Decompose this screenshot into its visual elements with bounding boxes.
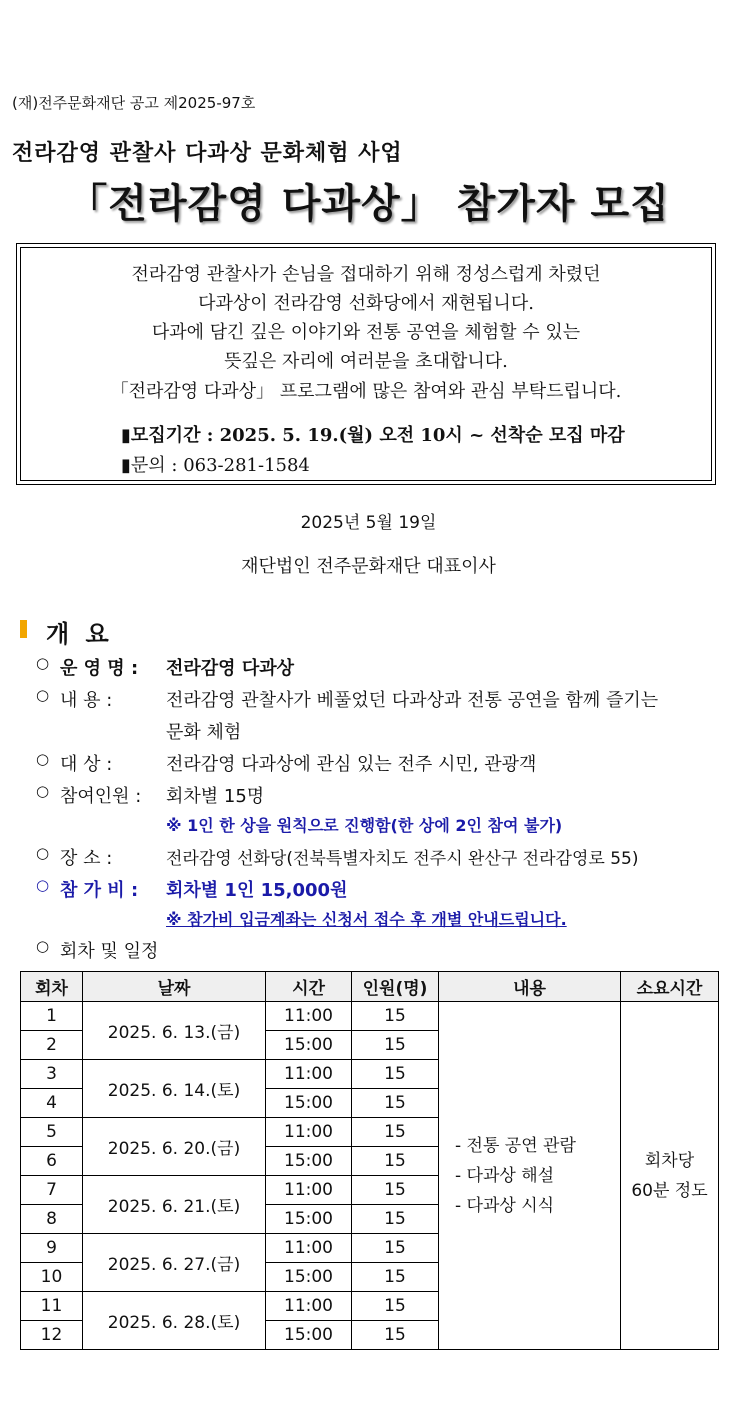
cell-count: 15 xyxy=(352,1263,439,1292)
intro-line: 다과상이 전라감영 선화당에서 재현됩니다. xyxy=(198,293,534,314)
cell-count: 15 xyxy=(352,1234,439,1263)
schedule-table xyxy=(20,971,719,1350)
section-title-overview: 개 요 xyxy=(46,620,113,648)
cell-session: 9 xyxy=(21,1234,83,1263)
contact-info: ▮문의 : 063-281-1584 xyxy=(121,455,310,476)
cell-date: 2025. 6. 20.(금) xyxy=(83,1118,266,1176)
cell-count: 15 xyxy=(352,1089,439,1118)
page-title: 「전라감영 다과상」 참가자 모집 xyxy=(67,181,670,227)
item-value: 회차별 1인 15,000원 xyxy=(166,880,348,901)
item-label: 회차 및 일정 xyxy=(60,941,159,962)
cell-time: 15:00 xyxy=(266,1263,352,1292)
cell-count: 15 xyxy=(352,1292,439,1321)
item-value: 전라감영 다과상 xyxy=(166,658,294,679)
header-count: 인원(명) xyxy=(352,972,439,1002)
bullet-icon: ○ xyxy=(36,654,50,672)
announcement-date: 2025년 5월 19일 xyxy=(300,513,437,533)
cell-count: 15 xyxy=(352,1060,439,1089)
cell-count: 15 xyxy=(352,1176,439,1205)
header-session: 회차 xyxy=(21,972,83,1002)
cell-date: 2025. 6. 21.(토) xyxy=(83,1176,266,1234)
table-header-row xyxy=(21,972,719,1002)
bullet-icon: ○ xyxy=(36,686,50,704)
header-duration: 소요시간 xyxy=(621,972,719,1002)
cell-session: 1 xyxy=(21,1002,83,1031)
item-label: 내 용 : xyxy=(60,690,113,711)
cell-time: 11:00 xyxy=(266,1292,352,1321)
notice-number: (재)전주문화재단 공고 제2025-97호 xyxy=(12,94,256,112)
intro-line: 「전라감영 다과상」 프로그램에 많은 참여와 관심 부탁드립니다. xyxy=(110,381,622,402)
cell-time: 11:00 xyxy=(266,1234,352,1263)
header-content: 내용 xyxy=(439,972,621,1002)
header-date: 날짜 xyxy=(83,972,266,1002)
signature: 재단법인 전주문화재단 대표이사 xyxy=(241,556,496,577)
item-value: 전라감영 다과상에 관심 있는 전주 시민, 관광객 xyxy=(166,754,537,775)
item-label: 운 영 명 : xyxy=(60,658,139,679)
item-label: 참여인원 : xyxy=(60,786,142,807)
cell-time: 15:00 xyxy=(266,1031,352,1060)
cell-session: 6 xyxy=(21,1147,83,1176)
cell-count: 15 xyxy=(352,1147,439,1176)
cell-session: 8 xyxy=(21,1205,83,1234)
cell-duration xyxy=(621,1002,719,1350)
cell-date: 2025. 6. 27.(금) xyxy=(83,1234,266,1292)
recruit-period: ▮모집기간 : 2025. 5. 19.(월) 오전 10시 ~ 선착순 모집 마감 xyxy=(121,425,625,446)
cell-session: 3 xyxy=(21,1060,83,1089)
intro-line: 뜻깊은 자리에 여러분을 초대합니다. xyxy=(224,351,508,372)
item-label: 장 소 : xyxy=(60,848,113,869)
content-line: - 다과상 시식 xyxy=(455,1195,555,1216)
item-label: 대 상 : xyxy=(60,754,113,775)
cell-session: 5 xyxy=(21,1118,83,1147)
cell-count: 15 xyxy=(352,1031,439,1060)
project-subtitle: 전라감영 관찰사 다과상 문화체험 사업 xyxy=(12,141,403,166)
bullet-icon: ○ xyxy=(36,937,50,955)
cell-session: 4 xyxy=(21,1089,83,1118)
bullet-icon: ○ xyxy=(36,844,50,862)
cell-time: 15:00 xyxy=(266,1321,352,1350)
note-text: ※ 1인 한 상을 원칙으로 진행함(한 상에 2인 참여 불가) xyxy=(166,816,563,835)
intro-box-inner xyxy=(20,247,712,481)
bullet-icon: ○ xyxy=(36,750,50,768)
item-value: 전라감영 선화당(전북특별자치도 전주시 완산구 전라감영로 55) xyxy=(166,849,639,869)
content-line: - 다과상 해설 xyxy=(455,1165,555,1186)
cell-date: 2025. 6. 28.(토) xyxy=(83,1292,266,1350)
cell-time: 15:00 xyxy=(266,1205,352,1234)
intro-line: 다과에 담긴 깊은 이야기와 전통 공연을 체험할 수 있는 xyxy=(151,322,581,343)
cell-session: 7 xyxy=(21,1176,83,1205)
item-label: 참 가 비 : xyxy=(60,880,139,901)
item-value: 전라감영 관찰사가 베풀었던 다과상과 전통 공연을 함께 즐기는 xyxy=(166,690,659,711)
cell-time: 11:00 xyxy=(266,1118,352,1147)
item-value-continued: 문화 체험 xyxy=(166,722,242,743)
duration-line: 60분 정도 xyxy=(631,1180,708,1201)
cell-time: 11:00 xyxy=(266,1060,352,1089)
cell-time: 15:00 xyxy=(266,1089,352,1118)
cell-count: 15 xyxy=(352,1002,439,1031)
content-line: - 전통 공연 관람 xyxy=(455,1135,576,1156)
cell-session: 12 xyxy=(21,1321,83,1350)
duration-line: 회차당 xyxy=(644,1150,695,1171)
cell-session: 11 xyxy=(21,1292,83,1321)
cell-time: 11:00 xyxy=(266,1002,352,1031)
cell-count: 15 xyxy=(352,1118,439,1147)
cell-count: 15 xyxy=(352,1321,439,1350)
note-text: ※ 참가비 입금계좌는 신청서 접수 후 개별 안내드립니다. xyxy=(166,910,567,929)
cell-time: 11:00 xyxy=(266,1176,352,1205)
cell-session: 2 xyxy=(21,1031,83,1060)
cell-time: 15:00 xyxy=(266,1147,352,1176)
bullet-icon: ○ xyxy=(36,876,50,894)
header-time: 시간 xyxy=(266,972,352,1002)
intro-box xyxy=(16,243,716,485)
cell-date: 2025. 6. 13.(금) xyxy=(83,1002,266,1060)
section-marker-icon xyxy=(20,620,27,638)
intro-line: 전라감영 관찰사가 손님을 접대하기 위해 정성스럽게 차렸던 xyxy=(131,264,601,285)
cell-session: 10 xyxy=(21,1263,83,1292)
bullet-icon: ○ xyxy=(36,782,50,800)
table-row xyxy=(21,1002,719,1031)
cell-date: 2025. 6. 14.(토) xyxy=(83,1060,266,1118)
cell-content xyxy=(439,1002,621,1350)
cell-count: 15 xyxy=(352,1205,439,1234)
item-value: 회차별 15명 xyxy=(166,786,265,807)
